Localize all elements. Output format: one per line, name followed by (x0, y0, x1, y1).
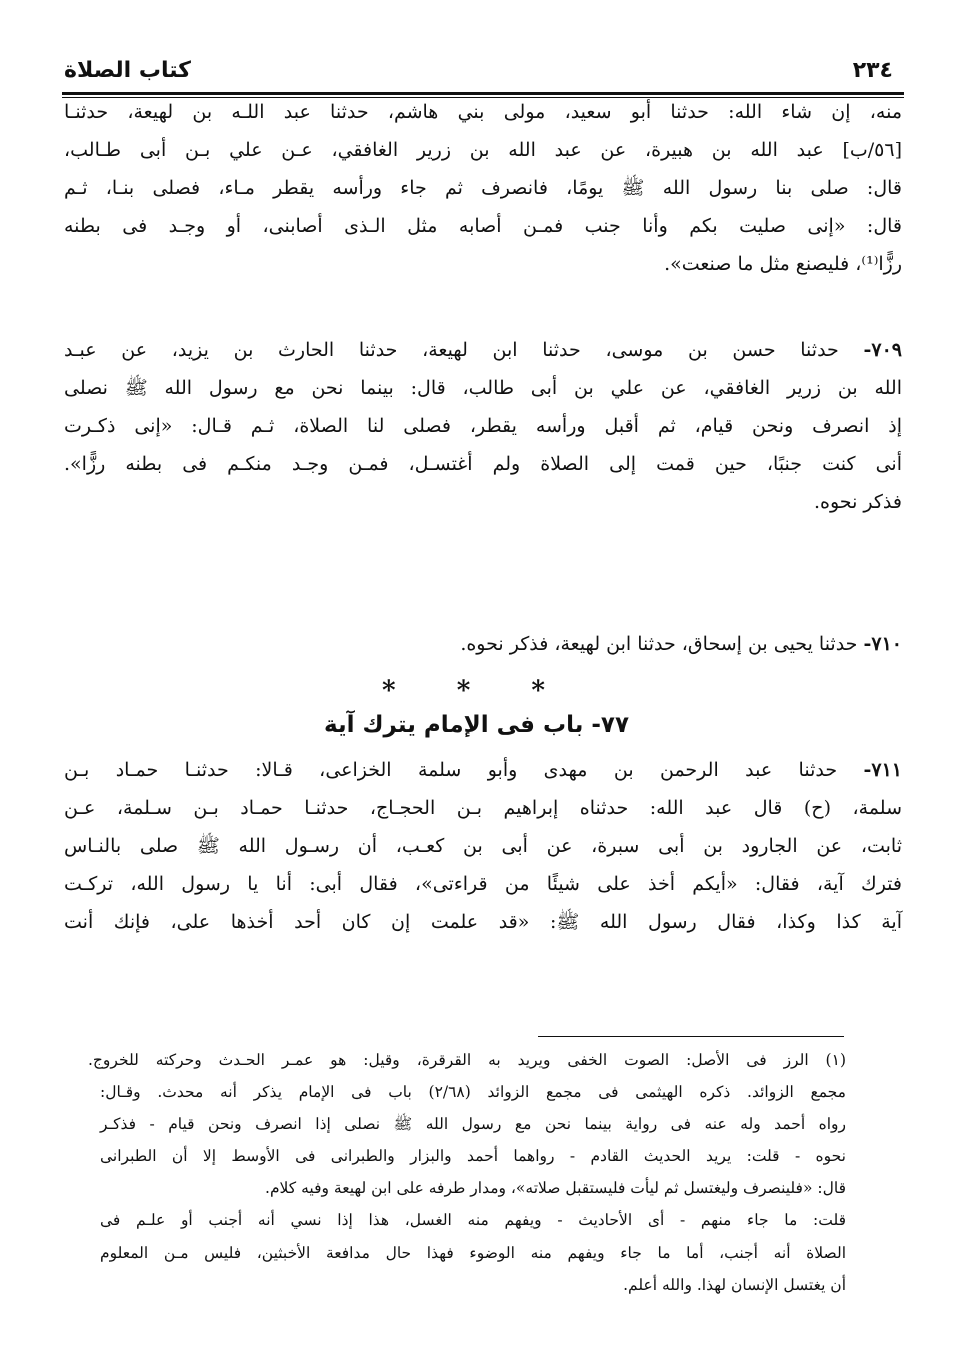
footnote-line: الصلاة أنه أجنب، أما ما جاء ويفهم منه الوضوء فهذا حال مدافعة الأخبثين، فليس مـن المعلوم (100, 1244, 846, 1262)
text-line: قال: صلى بنا رسول الله ﷺ يومًا، فانصرف ثم جاء ورأسه يقطر مـاء، فصلى بنـا، ثـم (64, 177, 902, 199)
footnote-line: نحوه - قلت: يريد الحديث القادم - رواهما أحمد والبزار والطبرانى فى الأوسط إلا أن الطبرانى (100, 1147, 846, 1165)
text-line: فذكر نحوه. (814, 491, 902, 513)
text-line: أنى كنت جنبًا، حين قمت إلى الصلاة ولم أغتسـل، فمـن وجـد منكـم فى بطنه رزًّا». (64, 453, 902, 475)
text-line: قال: «إنى صليت بكم وأنا جنب فمـن أصابه مثل الـذى أصابنى، أو وجـد فى بطنه (64, 215, 902, 237)
hadith-710 (64, 630, 902, 658)
footnote-line: قلت: ما جاء منهم - أى الأحاديث - ويفهم منه الغسل، هذا إذا نسي أنه أجنب أو علـم فى (100, 1211, 846, 1229)
text-line: سلمة، (ح) قال عبد الله: حدثناه إبراهيم بـن الحجـاج، حدثنـا حمـاد بـن سـلمة، عـن (64, 797, 902, 819)
text-line: رزًّا⁽¹⁾، فليصنع مثل ما صنعت». (664, 253, 902, 275)
text-line: [٥٦/ب] عبد الله بن هبيرة، عن عبد الله بن زرير الغافقي، عـن علي بـن أبى طـالب، (64, 139, 902, 161)
footnote-line: (١) الرز فى الأصل: الصوت الخفى ويريد به القرقرة، وقيل: هو عمـر الحـدث وحركته للخروج. (88, 1051, 846, 1069)
page-number: ٢٣٤ (852, 58, 893, 83)
text-line: ثابت، عن الجارود بن أبى سبرة، عن أبى بن كعـب، أن رسـول الله ﷺ صلى بالنـاس (64, 835, 902, 857)
text-line: إذ انصرف ونحن قيام، ثم أقبل ورأسه يقطر، فصلى لنا الصلاة، ثـم قـال: «إنى ذكـرت (64, 415, 902, 437)
chapter-heading: ٧٧- باب فى الإمام يترك آية (324, 712, 629, 738)
text-line: آية كذا وكذا، فقال رسول الله ﷺ: «قد علمت إن كان أحد أخذها على، فإنك أنت (64, 911, 902, 933)
footnote-line: أن يغتسل الإنسان لهذا. والله أعلم. (623, 1276, 846, 1294)
hadith-text: حدثنا حسن بن موسى، حدثنا ابن لهيعة، حدثنا الحارث بن يزيد، عن عبـد (64, 339, 839, 361)
text-line: فترك آية، فقال: «أيكم أخذ على شيئًا من قراءتى»، فقال أبى: أنا يا رسول الله، تركـت (64, 873, 902, 895)
hadith-number: ٧١١- (863, 759, 902, 781)
text-line: منه، إن شاء الله: حدثنا أبو سعيد، مولى بني هاشم، حدثنا عبد اللـه بن لهيعة، حدثنـا (64, 101, 902, 123)
footnote-rule (538, 1036, 844, 1037)
section-separator: * * * (382, 676, 571, 706)
footnote-line: قال: «فلينصرف وليغتسل ثم ليأت فليستقبل صلاته»، ومدار طرفه على ابن لهيعة وفيه كلام. (265, 1179, 846, 1197)
running-title: كتاب الصلاة (64, 58, 191, 83)
text-line (64, 756, 902, 784)
footnote-line: مجمع الزوائد. ذكره الهيثمى فى مجمع الزوائد (٢/٦٨) باب فى الإمام يذكر أنه محدث. وقـال: (100, 1083, 846, 1101)
hadith-number: ٧١٠- (863, 633, 902, 655)
hadith-text: حدثنا عبد الرحمن بن مهدى وأبو سلمة الخزاعى، قـالا: حدثنـا حمـاد بـن (64, 759, 838, 781)
text-line: الله بن زرير الغافقي، عن علي بن أبى طالب، قال: بينما نحن مع رسول الله ﷺ نصلى (64, 377, 902, 399)
hadith-number: ٧٠٩- (863, 339, 902, 361)
text-line (64, 336, 902, 364)
footnote-line: رواه أحمد وله عنه فى رواية بينما نحن مع رسول الله ﷺ نصلى إذا انصرف ونحن قيام - فذكـر (100, 1115, 846, 1133)
hadith-text: حدثنا يحيى بن إسحاق، حدثنا ابن لهيعة، فذكر نحوه. (460, 633, 858, 655)
header-rule (62, 92, 904, 95)
